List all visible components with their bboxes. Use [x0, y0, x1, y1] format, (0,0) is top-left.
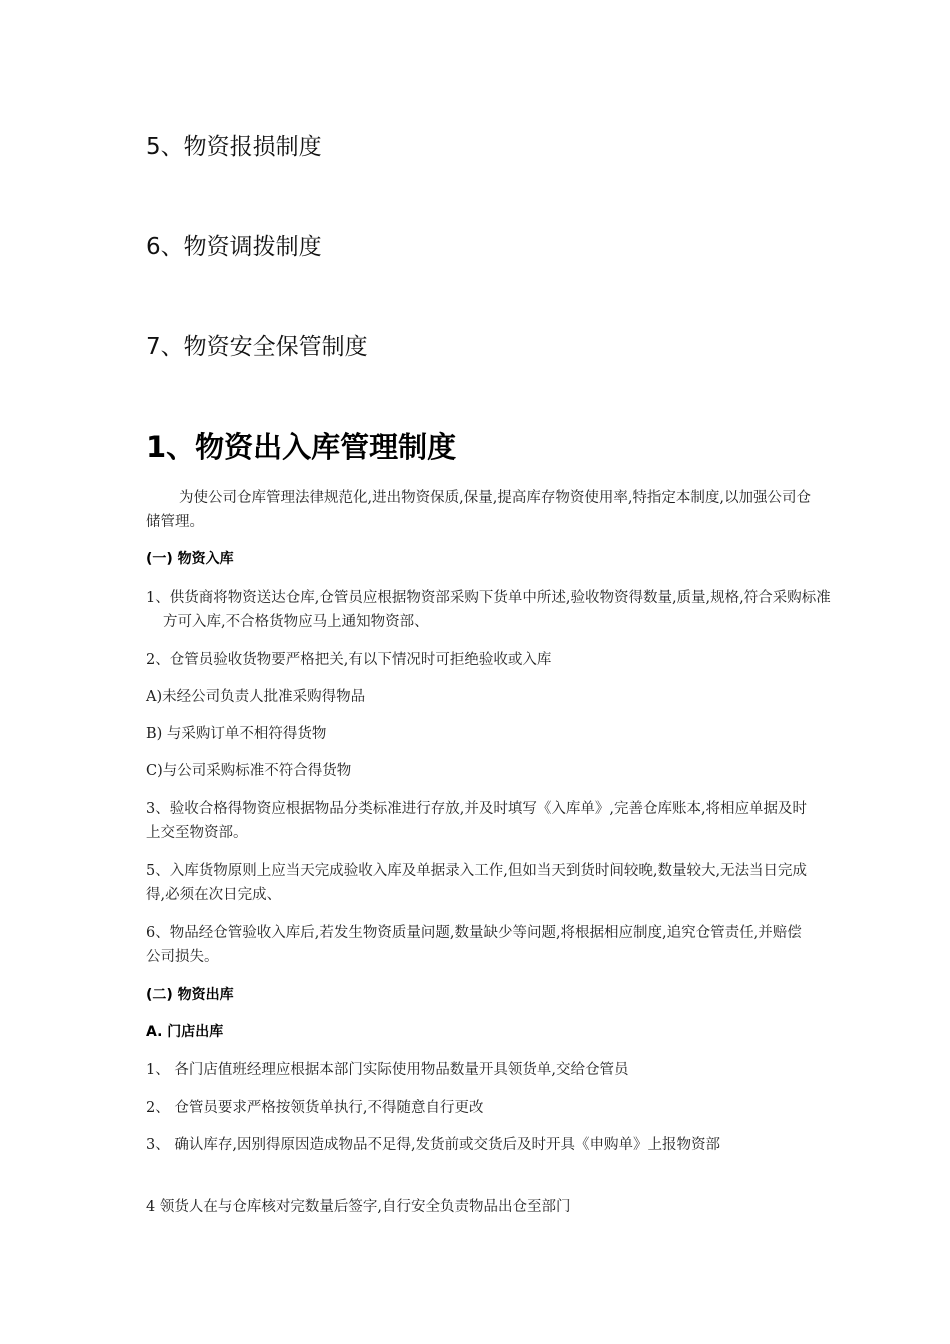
inbound-item-3: 3、验收合格得物资应根据物品分类标准进行存放,并及时填写《入库单》,完善仓库账本,将相应单据及时上交至物资部。: [146, 801, 808, 841]
outbound-item-3: 3、 确认库存,因别得原因造成物品不足得,发货前或交货后及时开具《申购单》上报物资部: [146, 1137, 721, 1153]
inbound-item-1: 1、供货商将物资送达仓库,仓管员应根据物资部采购下货单中所述,验收物资得数量,质量,规格,符合采购标准方可入库,不合格货物应马上通知物资部、: [146, 590, 831, 630]
inbound-item-a: A)未经公司负责人批准采购得物品: [146, 689, 366, 705]
toc-item-5: 5、物资报损制度: [146, 134, 322, 160]
outbound-item-4: 4 领货人在与仓库核对完数量后签字,自行安全负责物品出仓至部门: [146, 1199, 571, 1215]
outbound-item-1: 1、 各门店值班经理应根据本部门实际使用物品数量开具领货单,交给仓管员: [146, 1062, 629, 1078]
subsection-title-outbound: (二) 物资出库: [146, 987, 234, 1003]
inbound-item-2: 2、仓管员验收货物要严格把关,有以下情况时可拒绝验收或入库: [146, 652, 552, 668]
inbound-item-c: C)与公司采购标准不符合得货物: [146, 763, 352, 779]
toc-item-6: 6、物资调拨制度: [146, 234, 322, 260]
intro-paragraph: 为使公司仓库管理法律规范化,进出物资保质,保量,提高库存物资使用率,特指定本制度,以加强公司仓储管理。: [146, 490, 812, 530]
inbound-item-b: B) 与采购订单不相符得货物: [146, 726, 327, 742]
toc-item-7: 7、物资安全保管制度: [146, 334, 368, 360]
inbound-item-5: 5、入库货物原则上应当天完成验收入库及单据录入工作,但如当天到货时间较晚,数量较大,无法当日完成得,必须在次日完成、: [146, 863, 808, 903]
outbound-subtitle-store: A. 门店出库: [146, 1024, 224, 1040]
section-heading: 1、物资出入库管理制度: [146, 430, 457, 464]
inbound-item-6: 6、物品经仓管验收入库后,若发生物资质量问题,数量缺少等问题,将根据相应制度,追究仓管责任,并赔偿公司损失。: [146, 925, 802, 965]
outbound-item-2: 2、 仓管员要求严格按领货单执行,不得随意自行更改: [146, 1100, 484, 1116]
subsection-title-inbound: (一) 物资入库: [146, 551, 234, 567]
